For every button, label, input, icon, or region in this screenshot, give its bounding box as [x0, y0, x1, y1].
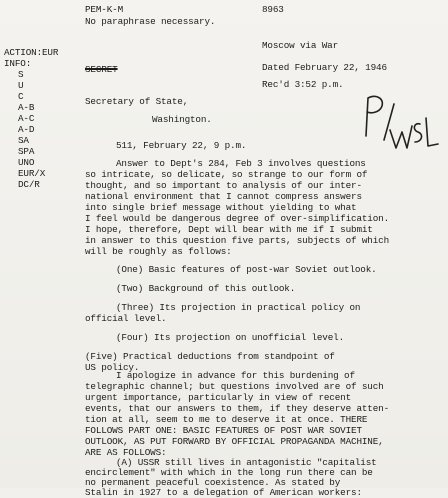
routing-item: ACTION:EUR: [4, 47, 59, 58]
body-line: into single brief message without yielding to what: [85, 202, 357, 213]
routing-item: U: [18, 80, 24, 91]
part-a-line: no permanent peaceful coexistence. As stated by: [85, 477, 341, 488]
part-a-line: (A) USSR still lives in antagonistic "capitalist: [116, 457, 377, 468]
part-item: official level.: [85, 313, 167, 324]
classification-struck: SECRET: [85, 64, 118, 75]
part-item: US policy.: [85, 362, 140, 373]
routing-item: S: [18, 69, 24, 80]
part-item: (Five) Practical deductions from standpoint of: [85, 351, 335, 362]
part-item: (Two) Background of this outlook.: [116, 283, 296, 294]
part-a-line: encirclement" with which in the long run there can be: [85, 467, 373, 478]
dated-line: Dated February 22, 1946: [262, 62, 387, 73]
body-line: I feel would be dangerous degree of over-simplification.: [85, 213, 390, 224]
routing-item: C: [18, 91, 24, 102]
body-line: thought, and so important to analysis of our inter-: [85, 180, 362, 191]
apology-line: telegraphic channel; but questions involved are of such: [85, 381, 384, 392]
part-a-line: Stalin in 1927 to a delegation of American workers:: [85, 487, 362, 498]
part-item: (One) Basic features of post-war Soviet outlook.: [116, 264, 377, 275]
addressee-line: Secretary of State,: [85, 96, 189, 107]
paraphrase-note: No paraphrase necessary.: [85, 16, 216, 27]
routing-item: SA: [18, 135, 29, 146]
message-reference: 511, February 22, 9 p.m.: [116, 140, 247, 151]
routing-item: UNO: [18, 157, 35, 168]
routing-item: DC/R: [18, 179, 40, 190]
body-line: national environment that I cannot compress answers: [85, 191, 362, 202]
handwritten-initials-mark: [354, 90, 442, 160]
routing-item: A-C: [18, 113, 35, 124]
received-line: Rec'd 3:52 p.m.: [262, 79, 344, 90]
routing-item: SPA: [18, 146, 35, 157]
body-line: will be roughly as follows:: [85, 246, 232, 257]
apology-line: OUTLOOK, AS PUT FORWARD BY OFFICIAL PROPAGANDA MACHINE,: [85, 436, 384, 447]
part-item: (Four) Its projection on unofficial level.: [116, 332, 345, 343]
body-line: Answer to Dept's 284, Feb 3 involves questions: [116, 158, 366, 169]
routing-item: EUR/X: [18, 168, 46, 179]
apology-line: tion at all, seem to me to deserve it at once. THERE: [85, 414, 368, 425]
body-line: in answer to this question five parts, subjects of which: [85, 235, 390, 246]
apology-line: events, that our answers to them, if they deserve atten-: [85, 403, 390, 414]
routing-item: A-B: [18, 102, 35, 113]
routing-item: A-D: [18, 124, 35, 135]
apology-line: I apologize in advance for this burdening of: [116, 370, 355, 381]
addressee-city: Washington.: [152, 114, 212, 125]
routing-item: INFO:: [4, 58, 32, 69]
origin-line: Moscow via War: [262, 40, 339, 51]
body-line: I hope, therefore, Dept will bear with me if I submit: [85, 224, 373, 235]
apology-line: urgent importance, particularly in view of recent: [85, 392, 352, 403]
telegram-code: PEM-K-M: [85, 4, 124, 15]
document-number: 8963: [262, 4, 284, 15]
body-line: so intricate, so delicate, so strange to our form of: [85, 169, 368, 180]
action-routing-list: [4, 47, 58, 190]
apology-line: ARE AS FOLLOWS:: [85, 447, 167, 458]
part-item: (Three) Its projection in practical policy on: [116, 302, 361, 313]
apology-line: FOLLOWS PART ONE: BASIC FEATURES OF POST WAR SOVIET: [85, 425, 362, 436]
